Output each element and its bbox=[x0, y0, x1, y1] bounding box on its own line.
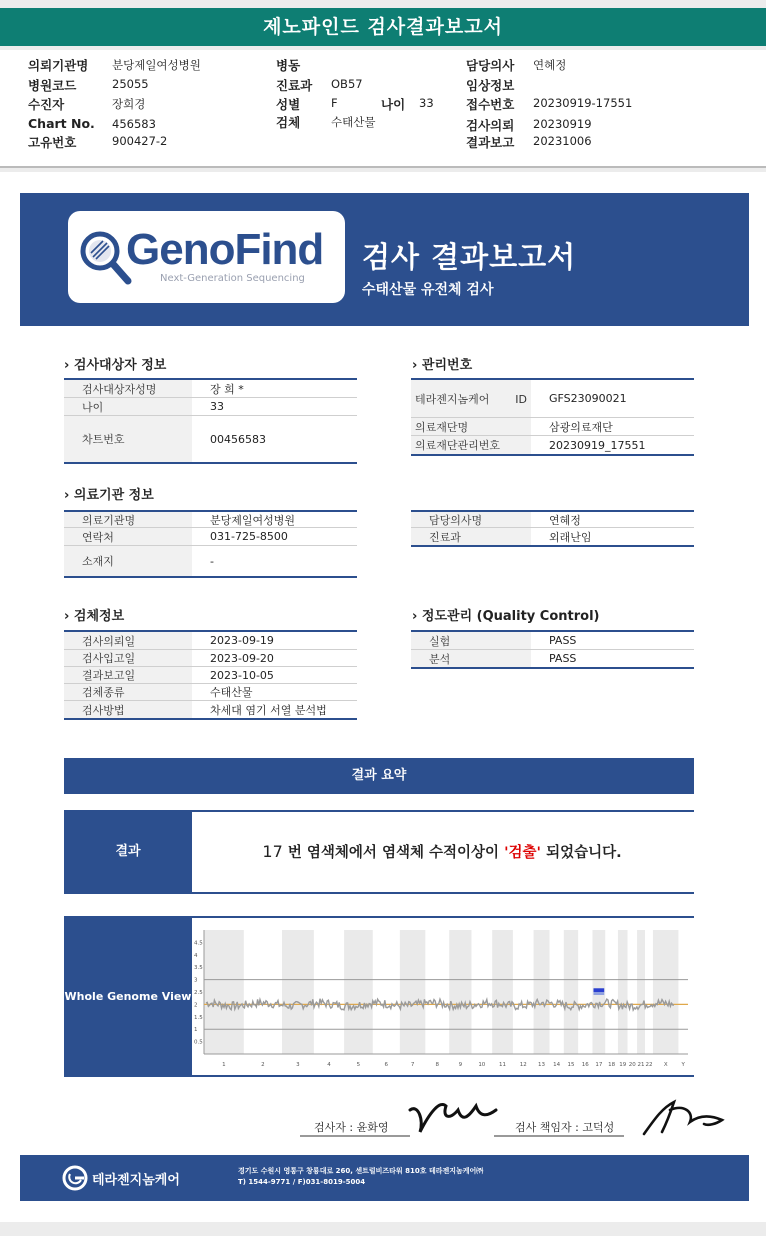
report-subtitle: 수태산물 유전체 검사 bbox=[362, 282, 494, 298]
result-box bbox=[64, 810, 694, 894]
chromosome-band bbox=[618, 930, 628, 1054]
chromosome-label: 9 bbox=[458, 1062, 463, 1068]
summary-bar: 결과 요약 bbox=[64, 758, 694, 794]
doctor-label: 담당의사 bbox=[466, 58, 515, 73]
supervisor-sign: 검사 책임자 : 고덕성 bbox=[515, 1121, 615, 1134]
chromosome-band bbox=[637, 930, 645, 1054]
report-header bbox=[20, 193, 749, 326]
genofind-logo bbox=[68, 211, 345, 303]
specimen-table: 검사의뢰일 2023-09-19 검사입고일 2023-09-20 결과보고일 2023-10-05 검체종류 수태산물 검사방법 차세대 염기 서열 분석법 bbox=[64, 630, 357, 720]
patient-value: 장희경 bbox=[112, 97, 146, 111]
y-tick-label: 4 bbox=[194, 952, 198, 959]
chromosome-label: 18 bbox=[608, 1062, 616, 1068]
chromosome-band bbox=[564, 930, 578, 1054]
chromosome-label: 1 bbox=[222, 1062, 226, 1068]
institution-table: 의료기관명 분당제일여성병원 연락처 031-725-8500 소재지 - bbox=[64, 510, 357, 578]
y-tick-label: 1.5 bbox=[194, 1014, 203, 1021]
logo-text: GenoFind bbox=[126, 225, 324, 274]
genome-label: Whole Genome View bbox=[64, 918, 192, 1075]
examiner-signature bbox=[300, 1092, 500, 1138]
receipt-value: 20230919-17551 bbox=[533, 96, 633, 110]
chromosome-label: 5 bbox=[356, 1062, 361, 1068]
chromosome-label: 19 bbox=[619, 1062, 627, 1068]
chromosome-label: 12 bbox=[519, 1062, 527, 1068]
chart-value: 456583 bbox=[112, 117, 156, 131]
chromosome-label: 22 bbox=[645, 1062, 653, 1068]
y-tick-label: 2.5 bbox=[194, 990, 203, 996]
chromosome-label: 20 bbox=[628, 1062, 636, 1068]
examiner-sign: 검사자 : 윤화영 bbox=[314, 1121, 389, 1134]
chromosome-label: 16 bbox=[581, 1062, 589, 1068]
chromosome-label: 7 bbox=[410, 1062, 415, 1068]
y-tick-label: 1 bbox=[194, 1027, 198, 1034]
chromosome-label: 6 bbox=[384, 1062, 389, 1068]
report-title: 검사 결과보고서 bbox=[362, 240, 577, 274]
y-tick-label: 3.5 bbox=[194, 965, 203, 972]
report-sheet bbox=[0, 172, 766, 1222]
y-tick-label: 4.5 bbox=[194, 940, 203, 947]
ward-label: 병동 bbox=[276, 58, 301, 73]
sex-value: F bbox=[331, 96, 338, 110]
specimen-label: 검체 bbox=[276, 115, 301, 130]
chromosome-band bbox=[204, 930, 244, 1054]
code-value: 25055 bbox=[112, 77, 149, 91]
genome-plot-svg bbox=[192, 918, 694, 1075]
patient-label: 수진자 bbox=[28, 97, 65, 112]
chromosome-label: 14 bbox=[553, 1062, 561, 1068]
institution-section-title: › 의료기관 정보 bbox=[64, 488, 154, 503]
sex-label: 성별 bbox=[276, 97, 301, 112]
y-tick-label: 3 bbox=[194, 977, 198, 984]
result-label: 결과 bbox=[64, 812, 192, 892]
chromosome-label: 15 bbox=[567, 1062, 575, 1068]
specimen-section-title: › 검체정보 bbox=[64, 609, 125, 624]
age-value: 33 bbox=[419, 96, 434, 110]
y-tick-label: 0.5 bbox=[194, 1039, 203, 1046]
y-tick-label: 2 bbox=[194, 1002, 198, 1009]
chromosome-label: 13 bbox=[538, 1062, 546, 1068]
dept-label: 진료과 bbox=[276, 78, 313, 93]
subject-table: 검사대상자성명 장 희 * 나이 33 차트번호 00456583 bbox=[64, 378, 357, 464]
chromosome-band bbox=[400, 930, 425, 1054]
request-label: 검사의뢰 bbox=[466, 118, 515, 133]
chromosome-band bbox=[282, 930, 314, 1054]
chromosome-band bbox=[534, 930, 550, 1054]
chromosome-label: X bbox=[663, 1062, 668, 1068]
chromosome-label: 2 bbox=[261, 1062, 265, 1068]
chromosome-label: 11 bbox=[499, 1062, 507, 1068]
theragen-logo-icon bbox=[62, 1165, 88, 1191]
chromosome-band bbox=[449, 930, 471, 1054]
chromosome-label: 4 bbox=[327, 1062, 331, 1068]
footer-address: 경기도 수원시 영통구 창룡대로 260, 센트럴비즈타워 810호 테라젠지놈케어㈜ T) 1544-9771 / F)031-8019-5004 bbox=[238, 1167, 484, 1186]
qc-section-title: › 정도관리 (Quality Control) bbox=[412, 609, 600, 624]
specimen-value: 수태산물 bbox=[331, 115, 376, 129]
logo-subtitle: Next-Generation Sequencing bbox=[160, 273, 305, 284]
unique-label: 고유번호 bbox=[28, 135, 77, 150]
unique-value: 900427-2 bbox=[112, 134, 168, 148]
chart-label: Chart No. bbox=[28, 116, 95, 131]
top-info-panel bbox=[0, 50, 766, 168]
result-text: 17 번 염색체에서 염색체 수적이상이 '검출' 되었습니다. bbox=[262, 842, 622, 861]
report-label: 결과보고 bbox=[466, 135, 515, 150]
request-value: 20230919 bbox=[533, 117, 592, 131]
management-section-title: › 관리번호 bbox=[412, 358, 473, 373]
chromosome-band bbox=[344, 930, 373, 1054]
chr17-gain-shadow bbox=[593, 992, 604, 995]
genome-box bbox=[64, 916, 694, 1077]
hospital-value: 분당제일여성병원 bbox=[112, 58, 201, 72]
doctor-value: 연혜정 bbox=[533, 58, 567, 72]
institution-doctor-table: 담당의사명 연혜정 진료과 외래난임 bbox=[411, 510, 694, 547]
supervisor-signature bbox=[494, 1090, 738, 1138]
age-label: 나이 bbox=[381, 97, 406, 112]
code-label: 병원코드 bbox=[28, 78, 77, 93]
subject-section-title: › 검사대상자 정보 bbox=[64, 358, 167, 373]
footer-company-name: 테라젠지놈케어 bbox=[92, 1173, 180, 1188]
footer bbox=[20, 1155, 749, 1201]
report-top-title: 제노파인드 검사결과보고서 bbox=[0, 8, 766, 46]
chromosome-label: 17 bbox=[595, 1062, 603, 1068]
chromosome-label: 8 bbox=[435, 1062, 439, 1068]
chr17-gain-marker bbox=[593, 988, 604, 992]
chromosome-band bbox=[492, 930, 513, 1054]
clinical-label: 임상정보 bbox=[466, 78, 515, 93]
chromosome-label: 21 bbox=[637, 1062, 645, 1068]
report-value: 20231006 bbox=[533, 134, 592, 148]
hospital-label: 의뢰기관명 bbox=[28, 58, 89, 73]
qc-table: 실험 PASS 분석 PASS bbox=[411, 630, 694, 669]
receipt-label: 접수번호 bbox=[466, 97, 515, 112]
dept-value: OB57 bbox=[331, 77, 363, 91]
management-table: 테라젠지놈케어 ID GFS23090021 의료재단명 삼광의료재단 의료재단관리번호 20230919_17551 bbox=[411, 378, 694, 456]
chromosome-label: 10 bbox=[478, 1062, 486, 1068]
chromosome-label: Y bbox=[681, 1062, 685, 1068]
genome-plot bbox=[192, 918, 694, 1075]
chromosome-label: 3 bbox=[296, 1062, 300, 1068]
chromosome-band bbox=[653, 930, 678, 1054]
